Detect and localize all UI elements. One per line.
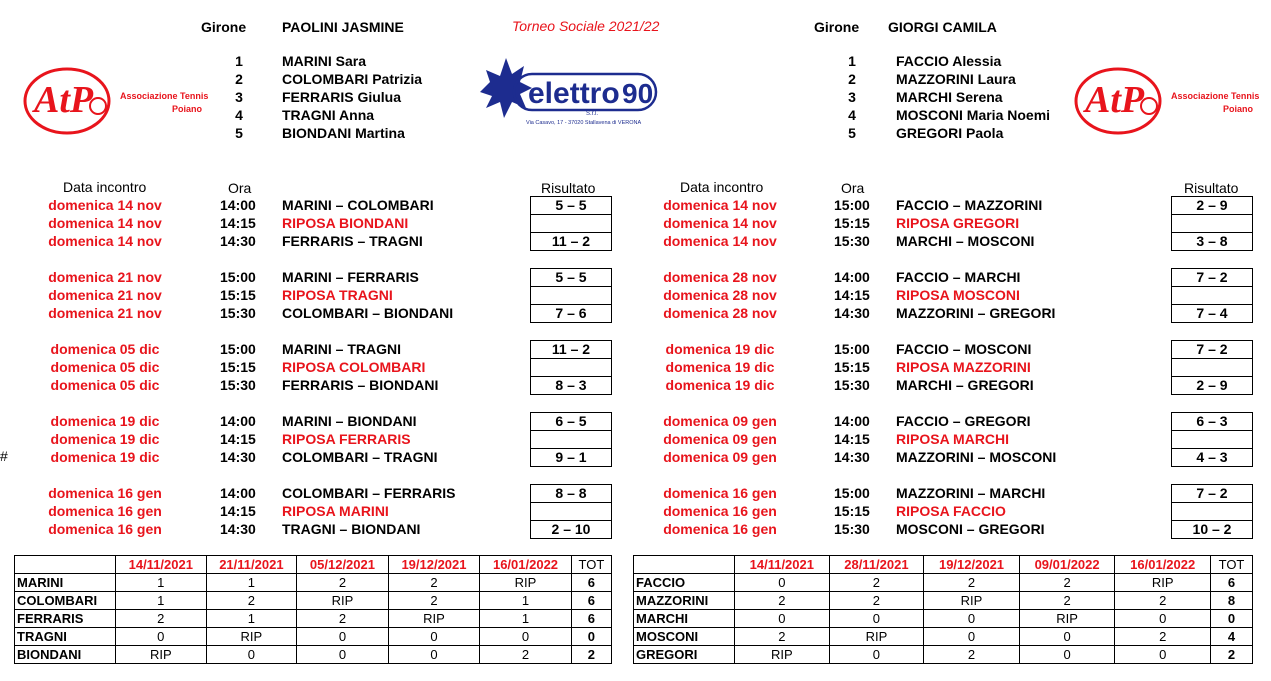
summary-date-header: 28/11/2021 <box>829 556 924 574</box>
match-result <box>530 430 612 449</box>
match-pairing: FACCIO – MARCHI <box>896 269 1021 285</box>
match-time: 15:30 <box>834 521 870 537</box>
summary-score-cell: 2 <box>116 610 207 628</box>
player-number: 3 <box>235 89 243 105</box>
player-name: COLOMBARI Patrizia <box>282 71 423 87</box>
match-result: 8 – 8 <box>530 484 612 503</box>
rest-label: RIPOSA GREGORI <box>896 215 1020 231</box>
summary-score-cell: 2 <box>829 592 924 610</box>
match-date: domenica 16 gen <box>663 485 777 501</box>
match-date: domenica 14 nov <box>663 215 777 231</box>
summary-total-cell: 0 <box>571 628 611 646</box>
summary-score-cell: 2 <box>735 592 830 610</box>
summary-score-cell: 0 <box>735 574 830 592</box>
match-result <box>1171 286 1253 305</box>
match-date: domenica 14 nov <box>663 197 777 213</box>
match-date: domenica 16 gen <box>663 521 777 537</box>
match-date: domenica 16 gen <box>48 485 162 501</box>
match-date: domenica 19 dic <box>665 359 775 375</box>
summary-score-cell: 0 <box>480 628 572 646</box>
match-time: 15:15 <box>220 359 256 375</box>
match-time: 15:15 <box>220 287 256 303</box>
summary-corner-cell <box>634 556 735 574</box>
summary-score-cell: 2 <box>388 592 480 610</box>
match-time: 15:00 <box>834 341 870 357</box>
match-pairing: COLOMBARI – FERRARIS <box>282 485 456 501</box>
summary-score-cell: RIP <box>1019 610 1115 628</box>
rest-label: RIPOSA MOSCONI <box>896 287 1020 303</box>
rest-label: RIPOSA FERRARIS <box>282 431 411 447</box>
match-date: domenica 21 nov <box>48 305 162 321</box>
player-number: 1 <box>235 53 243 69</box>
match-pairing: MAZZORINI – MOSCONI <box>896 449 1057 465</box>
summary-score-cell: 0 <box>297 646 389 664</box>
match-pairing: COLOMBARI – TRAGNI <box>282 449 438 465</box>
summary-player-name: FACCIO <box>634 574 735 592</box>
match-time: 14:00 <box>220 413 256 429</box>
summary-score-cell: 0 <box>924 610 1020 628</box>
player-name: BIONDANI Martina <box>282 125 405 141</box>
player-name: GREGORI Paola <box>896 125 1004 141</box>
match-pairing: COLOMBARI – BIONDANI <box>282 305 454 321</box>
summary-score-cell: 0 <box>206 646 297 664</box>
summary-date-header: 19/12/2021 <box>924 556 1020 574</box>
match-date: domenica 14 nov <box>48 233 162 249</box>
summary-score-cell: 0 <box>735 610 830 628</box>
match-date: domenica 05 dic <box>50 359 160 375</box>
match-date: domenica 16 gen <box>663 503 777 519</box>
summary-score-cell: 0 <box>116 628 207 646</box>
summary-score-cell: 1 <box>116 592 207 610</box>
match-time: 15:00 <box>220 269 256 285</box>
summary-total-cell: 6 <box>571 592 611 610</box>
summary-tot-header: TOT <box>571 556 611 574</box>
summary-row <box>15 592 612 610</box>
match-result: 10 – 2 <box>1171 520 1253 539</box>
right-result-header: Risultato <box>1184 180 1239 196</box>
summary-date-header: 05/12/2021 <box>297 556 389 574</box>
summary-date-header: 19/12/2021 <box>388 556 480 574</box>
match-time: 15:30 <box>220 305 256 321</box>
sponsor-logo-icon <box>474 52 664 132</box>
summary-score-cell: 1 <box>116 574 207 592</box>
player-number: 2 <box>235 71 243 87</box>
match-time: 14:30 <box>834 305 870 321</box>
match-date: domenica 09 gen <box>663 449 777 465</box>
rest-label: RIPOSA FACCIO <box>896 503 1006 519</box>
match-date: domenica 09 gen <box>663 431 777 447</box>
summary-score-cell: RIP <box>206 628 297 646</box>
player-number: 3 <box>848 89 856 105</box>
summary-total-cell: 8 <box>1211 592 1253 610</box>
summary-total-cell: 6 <box>1211 574 1253 592</box>
match-pairing: FACCIO – MOSCONI <box>896 341 1032 357</box>
summary-row <box>634 574 1253 592</box>
club-logo-right <box>1073 64 1263 139</box>
summary-score-cell: 2 <box>1019 592 1115 610</box>
player-name: FERRARIS Giulua <box>282 89 402 105</box>
player-number: 5 <box>848 125 856 141</box>
svg-text:Associazione Tennis: Associazione Tennis <box>1171 91 1260 101</box>
match-date: domenica 21 nov <box>48 287 162 303</box>
match-time: 15:00 <box>834 197 870 213</box>
match-time: 14:00 <box>834 413 870 429</box>
match-pairing: MAZZORINI – GREGORI <box>896 305 1056 321</box>
match-time: 14:00 <box>220 197 256 213</box>
right-summary-table <box>633 555 1253 664</box>
summary-player-name: MOSCONI <box>634 628 735 646</box>
summary-corner-cell <box>15 556 116 574</box>
match-pairing: FACCIO – MAZZORINI <box>896 197 1043 213</box>
player-name: MAZZORINI Laura <box>896 71 1016 87</box>
summary-tot-header: TOT <box>1211 556 1253 574</box>
match-pairing: MARINI – TRAGNI <box>282 341 401 357</box>
match-result: 5 – 5 <box>530 268 612 287</box>
summary-date-header: 14/11/2021 <box>735 556 830 574</box>
summary-player-name: MAZZORINI <box>634 592 735 610</box>
match-time: 14:15 <box>834 431 870 447</box>
match-date: domenica 14 nov <box>663 233 777 249</box>
match-time: 15:15 <box>834 503 870 519</box>
right-girone-label: Girone <box>814 19 860 35</box>
summary-score-cell: 0 <box>924 628 1020 646</box>
summary-score-cell: 1 <box>206 574 297 592</box>
match-result: 2 – 9 <box>1171 376 1253 395</box>
match-time: 15:30 <box>834 233 870 249</box>
summary-total-cell: 0 <box>1211 610 1253 628</box>
summary-row <box>634 628 1253 646</box>
summary-row <box>634 646 1253 664</box>
summary-score-cell: 2 <box>735 628 830 646</box>
summary-score-cell: 2 <box>297 610 389 628</box>
summary-score-cell: RIP <box>480 574 572 592</box>
left-date-header: Data incontro <box>63 179 147 195</box>
summary-score-cell: 1 <box>206 610 297 628</box>
summary-date-header: 16/01/2022 <box>1115 556 1211 574</box>
match-time: 15:30 <box>834 377 870 393</box>
match-time: 15:30 <box>220 377 256 393</box>
left-time-header: Ora <box>228 180 252 196</box>
match-pairing: FACCIO – GREGORI <box>896 413 1031 429</box>
summary-row <box>15 646 612 664</box>
svg-text:AtP: AtP <box>34 79 94 121</box>
match-result: 11 – 2 <box>530 340 612 359</box>
player-number: 1 <box>848 53 856 69</box>
summary-header-row <box>15 556 612 574</box>
match-result <box>1171 358 1253 377</box>
summary-row <box>634 592 1253 610</box>
match-result: 5 – 5 <box>530 196 612 215</box>
match-result: 6 – 5 <box>530 412 612 431</box>
summary-total-cell: 4 <box>1211 628 1253 646</box>
match-time: 14:15 <box>834 287 870 303</box>
match-date: domenica 19 dic <box>665 377 775 393</box>
summary-score-cell: 0 <box>1019 628 1115 646</box>
match-date: domenica 09 gen <box>663 413 777 429</box>
match-result <box>1171 502 1253 521</box>
player-name: FACCIO Alessia <box>896 53 1002 69</box>
left-summary-table <box>14 555 612 664</box>
match-date: domenica 19 dic <box>50 413 160 429</box>
right-group-name: GIORGI CAMILA <box>888 19 997 35</box>
summary-total-cell: 2 <box>571 646 611 664</box>
match-result: 11 – 2 <box>530 232 612 251</box>
svg-text:S.r.l.: S.r.l. <box>586 111 599 117</box>
summary-row <box>15 610 612 628</box>
summary-score-cell: 0 <box>1019 646 1115 664</box>
summary-score-cell: RIP <box>1115 574 1211 592</box>
match-time: 14:00 <box>220 485 256 501</box>
summary-header-row <box>634 556 1253 574</box>
match-date: domenica 21 nov <box>48 269 162 285</box>
match-time: 14:00 <box>834 269 870 285</box>
player-name: MARINI Sara <box>282 53 367 69</box>
summary-player-name: GREGORI <box>634 646 735 664</box>
match-result: 7 – 2 <box>1171 340 1253 359</box>
summary-score-cell: 2 <box>206 592 297 610</box>
atp-logo-icon <box>1073 64 1263 139</box>
tournament-subtitle: Torneo Sociale 2021/22 <box>512 18 660 34</box>
match-time: 14:30 <box>220 233 256 249</box>
summary-score-cell: 2 <box>829 574 924 592</box>
match-result: 3 – 8 <box>1171 232 1253 251</box>
summary-total-cell: 2 <box>1211 646 1253 664</box>
summary-score-cell: 0 <box>829 646 924 664</box>
match-date: domenica 05 dic <box>50 377 160 393</box>
summary-date-header: 21/11/2021 <box>206 556 297 574</box>
match-result <box>530 502 612 521</box>
match-time: 14:15 <box>220 215 256 231</box>
match-result <box>530 214 612 233</box>
match-time: 15:15 <box>834 359 870 375</box>
svg-text:Via Casavo, 17 - 37020 Stallav: Via Casavo, 17 - 37020 Stallavena di VERONA <box>526 120 642 126</box>
match-time: 15:15 <box>834 215 870 231</box>
match-pairing: MARINI – FERRARIS <box>282 269 419 285</box>
match-pairing: MAZZORINI – MARCHI <box>896 485 1046 501</box>
match-date: domenica 19 dic <box>665 341 775 357</box>
right-time-header: Ora <box>841 180 865 196</box>
sponsor-logo <box>474 52 664 132</box>
match-result: 2 – 9 <box>1171 196 1253 215</box>
match-pairing: MARCHI – MOSCONI <box>896 233 1035 249</box>
summary-row <box>634 610 1253 628</box>
match-date: domenica 28 nov <box>663 287 777 303</box>
match-result <box>1171 214 1253 233</box>
summary-score-cell: RIP <box>829 628 924 646</box>
summary-total-cell: 6 <box>571 610 611 628</box>
right-date-header: Data incontro <box>680 179 764 195</box>
player-number: 4 <box>848 107 856 123</box>
summary-score-cell: 1 <box>480 610 572 628</box>
summary-row <box>15 574 612 592</box>
player-name: MARCHI Serena <box>896 89 1003 105</box>
match-date: domenica 05 dic <box>50 341 160 357</box>
summary-row <box>15 628 612 646</box>
match-pairing: TRAGNI – BIONDANI <box>282 521 421 537</box>
left-group-name: PAOLINI JASMINE <box>282 19 404 35</box>
svg-text:Poiano: Poiano <box>172 104 203 114</box>
summary-player-name: BIONDANI <box>15 646 116 664</box>
match-result: 6 – 3 <box>1171 412 1253 431</box>
summary-score-cell: RIP <box>116 646 207 664</box>
match-result: 7 – 6 <box>530 304 612 323</box>
summary-score-cell: 0 <box>1115 646 1211 664</box>
summary-player-name: MARCHI <box>634 610 735 628</box>
rest-label: RIPOSA MARCHI <box>896 431 1010 447</box>
match-result: 7 – 4 <box>1171 304 1253 323</box>
player-name: MOSCONI Maria Noemi <box>896 107 1051 123</box>
match-date: domenica 14 nov <box>48 215 162 231</box>
summary-score-cell: 2 <box>480 646 572 664</box>
summary-score-cell: 2 <box>1115 628 1211 646</box>
summary-score-cell: 0 <box>297 628 389 646</box>
left-result-header: Risultato <box>541 180 596 196</box>
summary-player-name: TRAGNI <box>15 628 116 646</box>
match-result: 7 – 2 <box>1171 484 1253 503</box>
match-pairing: MOSCONI – GREGORI <box>896 521 1045 537</box>
match-date: domenica 16 gen <box>48 503 162 519</box>
summary-score-cell: 2 <box>924 646 1020 664</box>
summary-score-cell: 0 <box>388 628 480 646</box>
match-result: 2 – 10 <box>530 520 612 539</box>
rest-label: RIPOSA BIONDANI <box>282 215 409 231</box>
rest-label: RIPOSA MARINI <box>282 503 389 519</box>
rest-label: RIPOSA TRAGNI <box>282 287 393 303</box>
rest-label: RIPOSA MAZZORINI <box>896 359 1031 375</box>
match-result: 7 – 2 <box>1171 268 1253 287</box>
match-result: 8 – 3 <box>530 376 612 395</box>
row-marker: # <box>0 448 8 464</box>
summary-date-header: 14/11/2021 <box>116 556 207 574</box>
match-pairing: FERRARIS – BIONDANI <box>282 377 439 393</box>
match-result <box>530 286 612 305</box>
match-pairing: MARINI – COLOMBARI <box>282 197 434 213</box>
summary-score-cell: 0 <box>829 610 924 628</box>
summary-player-name: COLOMBARI <box>15 592 116 610</box>
match-date: domenica 14 nov <box>48 197 162 213</box>
summary-player-name: FERRARIS <box>15 610 116 628</box>
match-date: domenica 28 nov <box>663 269 777 285</box>
summary-score-cell: 2 <box>924 574 1020 592</box>
svg-text:90: 90 <box>622 78 654 109</box>
left-girone-label: Girone <box>201 19 247 35</box>
svg-text:Poiano: Poiano <box>1223 104 1254 114</box>
svg-text:elettro: elettro <box>528 77 620 110</box>
match-time: 14:15 <box>220 503 256 519</box>
match-time: 14:30 <box>220 449 256 465</box>
match-result <box>1171 430 1253 449</box>
svg-text:Associazione Tennis: Associazione Tennis <box>120 91 209 101</box>
summary-date-header: 09/01/2022 <box>1019 556 1115 574</box>
match-date: domenica 19 dic <box>50 449 160 465</box>
summary-date-header: 16/01/2022 <box>480 556 572 574</box>
match-time: 15:00 <box>834 485 870 501</box>
match-time: 14:15 <box>220 431 256 447</box>
summary-player-name: MARINI <box>15 574 116 592</box>
atp-logo-icon <box>22 64 212 139</box>
match-date: domenica 19 dic <box>50 431 160 447</box>
summary-score-cell: 2 <box>1115 592 1211 610</box>
summary-score-cell: 2 <box>1019 574 1115 592</box>
match-result <box>530 358 612 377</box>
match-date: domenica 16 gen <box>48 521 162 537</box>
summary-score-cell: 2 <box>297 574 389 592</box>
summary-score-cell: 2 <box>388 574 480 592</box>
summary-score-cell: 0 <box>1115 610 1211 628</box>
player-number: 4 <box>235 107 243 123</box>
match-pairing: MARCHI – GREGORI <box>896 377 1034 393</box>
summary-total-cell: 6 <box>571 574 611 592</box>
match-time: 14:30 <box>834 449 870 465</box>
match-pairing: MARINI – BIONDANI <box>282 413 417 429</box>
summary-score-cell: RIP <box>297 592 389 610</box>
match-time: 14:30 <box>220 521 256 537</box>
summary-score-cell: RIP <box>735 646 830 664</box>
player-number: 5 <box>235 125 243 141</box>
rest-label: RIPOSA COLOMBARI <box>282 359 426 375</box>
match-date: domenica 28 nov <box>663 305 777 321</box>
summary-score-cell: RIP <box>388 610 480 628</box>
match-result: 9 – 1 <box>530 448 612 467</box>
summary-score-cell: 0 <box>388 646 480 664</box>
club-logo-left <box>22 64 212 139</box>
match-result: 4 – 3 <box>1171 448 1253 467</box>
match-time: 15:00 <box>220 341 256 357</box>
summary-score-cell: RIP <box>924 592 1020 610</box>
player-name: TRAGNI Anna <box>282 107 375 123</box>
svg-text:AtP: AtP <box>1085 79 1145 121</box>
summary-score-cell: 1 <box>480 592 572 610</box>
player-number: 2 <box>848 71 856 87</box>
match-pairing: FERRARIS – TRAGNI <box>282 233 423 249</box>
